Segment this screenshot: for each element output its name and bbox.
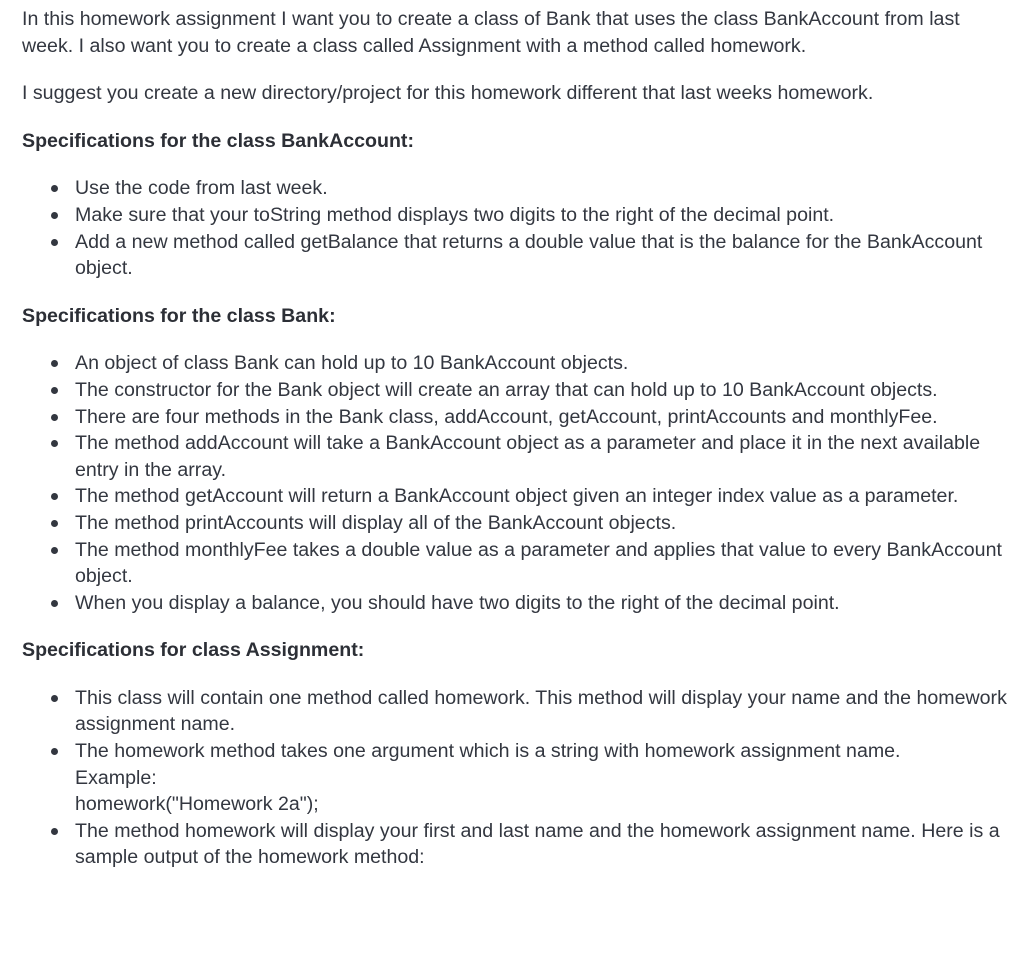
- bank-spec-list: [22, 350, 1012, 616]
- intro-paragraph: In this homework assignment I want you to create a class of Bank that uses the class BankAccount from last week. I also want you to create a class called Assignment with a method called homework.: [22, 8, 960, 57]
- assignment-spec-list: [22, 685, 1012, 871]
- homework-argument-text: The homework method takes one argument which is a string with homework assignment name.: [75, 740, 901, 763]
- list-item: Add a new method called getBalance that returns a double value that is the balance for the BankAccount object.: [75, 229, 1012, 282]
- suggestion-paragraph: I suggest you create a new directory/project for this homework different that last weeks homework.: [22, 82, 874, 105]
- list-item: This class will contain one method called homework. This method will display your name and the homework assignment name.: [75, 685, 1012, 738]
- assignment-spec-heading: Specifications for class Assignment:: [22, 639, 365, 662]
- list-item: The method monthlyFee takes a double value as a parameter and applies that value to every BankAccount object.: [75, 537, 1012, 590]
- bank-account-spec-heading: Specifications for the class BankAccount:: [22, 129, 414, 152]
- list-item: There are four methods in the Bank class, addAccount, getAccount, printAccounts and monthlyFee.: [75, 404, 1012, 431]
- list-item: The method addAccount will take a BankAccount object as a parameter and place it in the next available entry in the array.: [75, 430, 1012, 483]
- list-item: Make sure that your toString method displays two digits to the right of the decimal point.: [75, 202, 1012, 229]
- list-item: Use the code from last week.: [75, 175, 1012, 202]
- list-item: The constructor for the Bank object will create an array that can hold up to 10 BankAccount objects.: [75, 377, 1012, 404]
- list-item: The method getAccount will return a BankAccount object given an integer index value as a parameter.: [75, 483, 1012, 510]
- list-item: The method homework will display your first and last name and the homework assignment name. Here is a sample output of the homework method:: [75, 818, 1012, 871]
- homework-document: [22, 6, 1012, 892]
- example-label: Example:: [75, 766, 157, 789]
- example-code: homework("Homework 2a");: [75, 793, 319, 816]
- list-item: When you display a balance, you should have two digits to the right of the decimal point.: [75, 590, 1012, 617]
- list-item: An object of class Bank can hold up to 10 BankAccount objects.: [75, 350, 1012, 377]
- list-item: The method printAccounts will display all of the BankAccount objects.: [75, 510, 1012, 537]
- bank-account-spec-list: [22, 175, 1012, 281]
- bank-spec-heading: Specifications for the class Bank:: [22, 304, 336, 327]
- list-item: [75, 738, 1012, 818]
